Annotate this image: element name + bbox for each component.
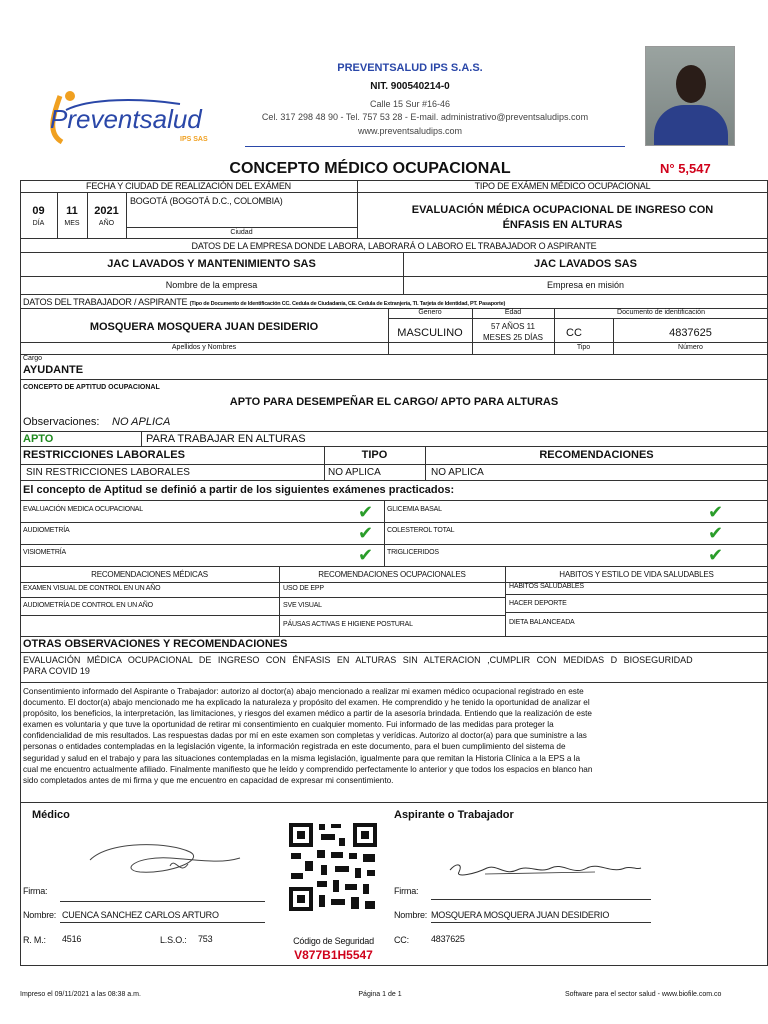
divider [20,615,279,616]
divider [20,682,768,683]
footer-page: Página 1 de 1 [358,991,402,998]
mission-company-label: Empresa en misión [546,280,625,290]
exam-item: COLESTEROL TOTAL [387,527,455,534]
divider [384,500,385,566]
worker-header [23,297,505,307]
divider [141,431,142,446]
habit-item: HABITOS SALUDABLES [509,583,584,590]
age-label: Edad [504,309,522,316]
logo-wordmark: Preventsalud [50,104,202,134]
company-value: JAC LAVADOS Y MANTENIMIENTO SAS [107,258,316,270]
footer-software: Software para el sector salud - www.biofile.com.co [565,991,722,998]
doctor-firma-label: Firma: [23,886,48,896]
exam-type-line1: EVALUACIÓN MÉDICA OCUPACIONAL DE INGRESO CON [411,204,714,216]
medico-label: Médico [32,809,70,821]
worker-photo [645,46,735,146]
company-nit: NIT. 900540214-0 [370,81,450,92]
worker-sign-name: MOSQUERA MOSQUERA JUAN DESIDERIO [431,910,610,920]
signature-line [60,901,265,902]
exam-city-label: Ciudad [230,229,253,236]
worker-firma-label: Firma: [394,886,419,896]
occupational-rec-item: USO DE EPP [283,585,324,592]
exam-item: AUDIOMETRÍA [23,527,70,534]
exam-item: GLICEMIA BASAL [387,506,442,513]
doctor-name: CUENCA SANCHEZ CARLOS ARTURO [62,910,219,920]
date-place-header: FECHA Y CIUDAD DE REALIZACIÓN DEL EXÁMEN [86,181,291,191]
habit-item: HACER DEPORTE [509,600,567,607]
restrictions-rec-header: RECOMENDACIONES [539,449,654,461]
exam-type-header: TIPO DE EXÁMEN MÉDICO OCUPACIONAL [474,181,651,191]
occupational-rec-item: SVE VISUAL [283,602,322,609]
signature-line [431,899,651,900]
divider [20,597,279,598]
lso-value: 753 [198,934,213,944]
consent-line: sido completados antes de mi firma y que me encuentro en capacidad de expresar mi consentimiento. [23,775,394,785]
exam-day: 09 [32,205,45,217]
worker-doc-type: CC [566,327,582,339]
divider [20,500,768,501]
divider [505,612,768,613]
divider [126,227,357,228]
divider [388,318,768,319]
document-number: N° 5,547 [660,161,711,176]
divider [20,252,768,253]
divider [20,652,768,653]
consent-line: examen es voluntaria y que tuve la oportunidad de retirar mi consentimiento en cualquier momento. Fui informado de las medidas para proteger la [23,720,554,730]
divider [20,431,768,432]
divider [20,276,768,277]
cc-value: 4837625 [431,934,465,944]
checkmark-icon: ✔ [708,502,724,522]
consent-line: Consentimiento informado del Aspirante o Trabajador: autorizo al doctor(a) abajo mencionado a realizar mi examen médico ocupacional registrado en este [23,687,584,696]
divider [20,192,768,193]
logo-subtext: IPS SAS [180,136,208,143]
exam-item: TRIGLICERIDOS [387,549,439,556]
habit-item: DIETA BALANCEADA [509,619,575,626]
worker-sign-label: Aspirante o Trabajador [394,809,514,821]
occupational-rec-item: PÁUSAS ACTIVAS E HIGIENE POSTURAL [283,621,413,628]
consent-line: seguridad y salud en el trabajo y para las situaciones contempladas en la misma legislación, igualmente para que remitan la Historia Clínica a la EPS a la [23,753,581,763]
worker-age-line1: 57 AÑOS 11 [491,322,535,331]
worker-name-label: Apellidos y Nombres [171,344,237,351]
signature-line [60,922,265,923]
divider [20,354,768,355]
aptitude-label: CONCEPTO DE APTITUD OCUPACIONAL [23,384,160,391]
rm-value: 4516 [62,934,82,944]
mission-company-value: JAC LAVADOS SAS [534,258,637,270]
divider [20,544,768,545]
aptitude-concept: APTO PARA DESEMPEÑAR EL CARGO/ APTO PARA ALTURAS [229,396,559,408]
company-website: www.preventsaludips.com [357,126,463,136]
lso-label: L.S.O.: [160,935,187,945]
consent-line: cual me encuentro actualmente afiliado. Finalmente manifiesto que he leído y comprendido perfectamente lo anterior y que todos los espacios en blanco han [23,764,593,774]
doctor-signature-icon [80,830,250,890]
other-obs-line2: PARA COVID 19 [23,666,90,676]
worker-header-label: DATOS DEL TRABAJADOR / ASPIRANTE [23,297,188,307]
consent-line: propósito, los beneficios, la interpretación, las limitaciones, y riesgos del examen médico a partir de la asesoría brindada. Entiendo que la realización de este [23,709,592,719]
consent-line: documento. El doctor(a) abajo mencionado me ha explicado la naturaleza y propósito del examen. He comprendido y he tenido la oportunidad de analizar el [23,698,590,708]
other-obs-header: OTRAS OBSERVACIONES Y RECOMENDACIONES [23,638,288,650]
checkmark-icon: ✔ [358,502,374,522]
checkmark-icon: ✔ [358,545,374,565]
exams-header: El concepto de Aptitud se definió a partir de los siguientes exámenes practicados: [23,484,455,496]
footer-printed: Impreso el 09/11/2021 a las 08:38 a.m. [20,991,141,998]
divider [20,294,768,295]
security-code-label: Código de Seguridad [293,936,374,946]
worker-signature-icon [445,856,645,886]
divider [279,597,505,598]
cc-label: CC: [394,935,409,945]
worker-header-note: (Tipo de Documento de Identificación CC. Cedula de Ciudadanía, CE. Cedula de Extranjería, TI. Tarjeta de Identidad, PT. Pasaporte) [189,301,506,307]
divider [505,594,768,595]
exam-month-label: MES [64,220,80,227]
gender-label: Genero [418,309,442,316]
worker-nombre-label: Nombre: [394,910,428,920]
header [20,50,748,150]
medical-rec-item: AUDIOMETRÍA DE CONTROL EN UN AÑO [23,602,153,609]
company-address: Calle 15 Sur #16-46 [369,99,451,109]
restrictions-header: RESTRICCIONES LABORALES [23,449,185,461]
checkmark-icon: ✔ [708,545,724,565]
exam-year-label: AÑO [98,220,115,227]
divider [20,582,768,583]
company-name: PREVENTSALUD IPS S.A.S. [337,62,483,74]
other-obs-line1: EVALUACIÓN MÉDICA OCUPACIONAL DE INGRESO CON ÉNFASIS EN ALTURAS SIN ALTERACION ,CUMPLIR CON MEDIDAS D BIOSEGURIDAD [23,655,693,665]
exam-item: VISIOMETRÍA [23,549,66,556]
restrictions-value: SIN RESTRICCIONES LABORALES [26,467,190,478]
consent-line: personas o entidades contempladas en la legislación vigente, la información registrada en este documento, para el buen cumplimiento del sistema de [23,742,566,752]
medical-rec-item: EXAMEN VISUAL DE CONTROL EN UN AÑO [23,585,161,592]
divider [20,566,768,567]
rm-label: R. M.: [23,935,46,945]
header-rule [245,146,625,147]
occupational-rec-header: RECOMENDACIONES OCUPACIONALES [318,570,466,579]
doc-type-label: Tipo [576,344,591,351]
company-logo [30,68,230,148]
apto-detail: PARA TRABAJAR EN ALTURAS [146,433,306,445]
divider [20,446,768,447]
divider [20,480,768,481]
consent-line: confidencialidad de mis resultados. Las respuestas dadas por mí en este examen son completas y verídicas. Autorizo al doctor(a) para que suministre a las [23,731,587,741]
divider [20,464,768,465]
apto-status: APTO [23,433,54,445]
divider [20,802,768,803]
photo-body-icon [654,105,728,146]
divider [20,238,768,239]
company-label: Nombre de la empresa [165,280,258,290]
company-contact: Cel. 317 298 48 90 - Tel. 757 53 28 - E-mail. administrativo@preventsaludips.com [261,112,589,122]
exam-item: EVALUACIÓN MEDICA OCUPACIONAL [23,506,143,513]
worker-gender: MASCULINO [397,327,463,339]
restrictions-type-value: NO APLICA [328,467,381,478]
worker-name: MOSQUERA MOSQUERA JUAN DESIDERIO [89,321,319,333]
observations-value: NO APLICA [112,416,171,428]
doctor-nombre-label: Nombre: [23,910,57,920]
company-data-header: DATOS DE LA EMPRESA DONDE LABORA, LABORARÁ O LABORO EL TRABAJADOR O ASPIRANTE [191,241,597,251]
signature-line [431,922,651,923]
page-title: CONCEPTO MÉDICO OCUPACIONAL [229,160,511,177]
exam-month: 11 [66,205,78,217]
divider [20,379,768,380]
worker-age-line2: MESES 25 DÍAS [482,333,544,342]
worker-doc-number: 4837625 [669,327,712,339]
exam-type-line2: ÉNFASIS EN ALTURAS [502,219,623,231]
cargo-label: Cargo [23,355,43,362]
cargo-value: AYUDANTE [23,364,84,376]
divider [20,522,768,523]
qr-code-icon [286,820,380,914]
divider [20,636,768,637]
form-sheet [20,180,768,966]
divider [279,615,505,616]
restrictions-type-header: TIPO [361,449,388,461]
exam-city: BOGOTÁ (BOGOTÁ D.C., COLOMBIA) [130,196,283,206]
document-label: Documento de identificación [617,309,705,316]
checkmark-icon: ✔ [358,523,374,543]
doc-number-label: Número [678,344,703,351]
exam-day-label: DÍA [32,220,45,227]
medical-rec-header: RECOMENDACIONES MÉDICAS [91,570,208,579]
divider [20,342,768,343]
restrictions-rec-value: NO APLICA [431,467,484,478]
photo-head-icon [676,65,706,103]
consent-text [23,686,765,786]
exam-year: 2021 [94,205,119,217]
observations-label: Observaciones: [23,416,100,428]
checkmark-icon: ✔ [708,523,724,543]
security-code[interactable]: V877B1H5547 [294,948,373,962]
habits-header: HABITOS Y ESTILO DE VIDA SALUDABLES [559,570,714,579]
